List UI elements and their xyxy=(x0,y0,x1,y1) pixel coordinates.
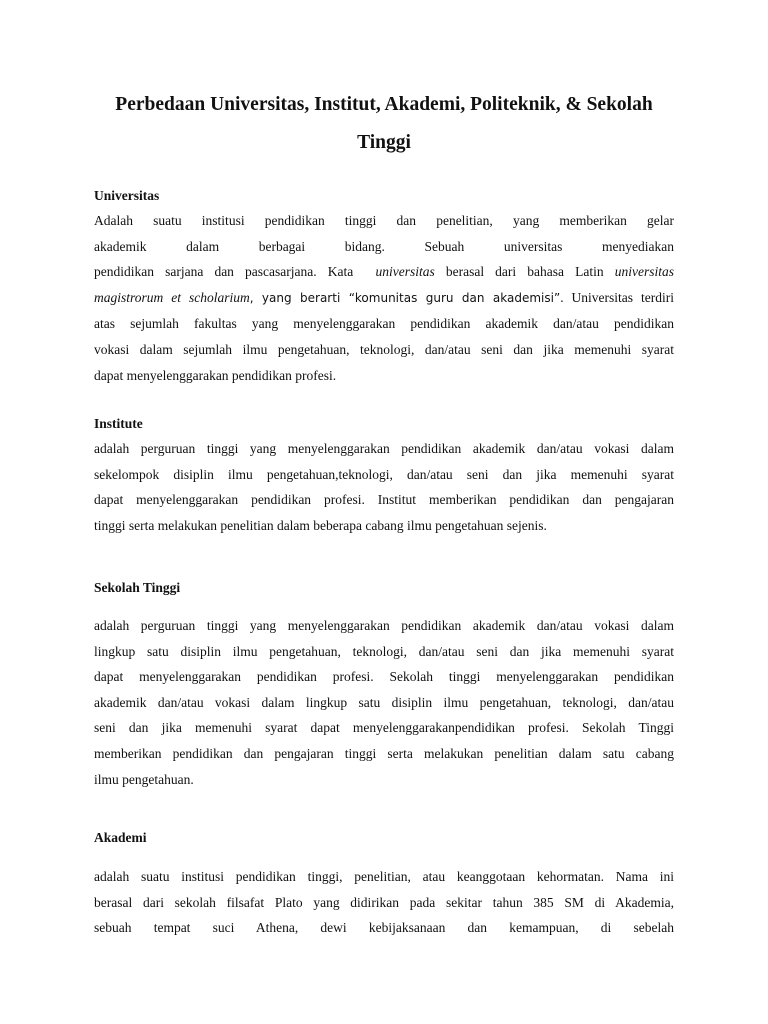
text-line: dapat menyelenggarakan pendidikan profesi. Institut memberikan pendidikan dan pengajaran xyxy=(94,492,674,508)
text-run-italic: magistrorum et scholarium xyxy=(94,289,250,305)
text-run: . Universitas terdiri xyxy=(560,289,674,305)
paragraph-institute xyxy=(94,436,674,538)
text-run: pendidikan sarjana dan pascasarjana. Kata xyxy=(94,264,354,280)
text-line: seni dan jika memenuhi syarat dapat menyelenggarakanpendidikan profesi. Sekolah Tinggi xyxy=(94,720,674,736)
text-line: tinggi serta melakukan penelitian dalam beberapa cabang ilmu pengetahuan sejenis. xyxy=(94,517,547,533)
text-line: adalah perguruan tinggi yang menyelenggarakan pendidikan akademik dan/atau vokasi dalam xyxy=(94,618,674,633)
section-heading-sekolah-tinggi: Sekolah Tinggi xyxy=(94,580,181,595)
text-run-sans: , yang berarti “komunitas guru dan akademisi” xyxy=(249,290,561,305)
text-line: ilmu pengetahuan. xyxy=(94,771,194,787)
text-run-italic: universitas xyxy=(614,264,675,280)
section-heading-institute: Institute xyxy=(94,416,143,431)
text-line: sekelompok disiplin ilmu pengetahuan,teknologi, dan/atau seni dan jika memenuhi syarat xyxy=(94,466,674,482)
text-line: vokasi dalam sejumlah ilmu pengetahuan, teknologi, dan/atau seni dan jika memenuhi syarat xyxy=(94,341,674,357)
text-line: adalah perguruan tinggi yang menyelenggarakan pendidikan akademik dan/atau vokasi dalam xyxy=(94,441,674,456)
text-line xyxy=(94,259,674,285)
text-line: sebuah tempat suci Athena, dewi kebijaksanaan dan kemampuan, di sebelah xyxy=(94,920,674,936)
text-line: atas sejumlah fakultas yang menyelenggarakan pendidikan akademik dan/atau pendidikan xyxy=(94,316,674,332)
text-line: akademik dan/atau vokasi dalam lingkup satu disiplin ilmu pengetahuan, teknologi, dan/atau xyxy=(94,694,674,710)
text-line: dapat menyelenggarakan pendidikan profesi. Sekolah tinggi menyelenggarakan pendidikan xyxy=(94,669,674,685)
paragraph-akademi xyxy=(94,864,674,941)
text-line: berasal dari sekolah filsafat Plato yang didirikan pada sekitar tahun 385 SM di Akademia, xyxy=(94,894,674,910)
paragraph-universitas xyxy=(94,208,674,388)
section-heading-universitas: Universitas xyxy=(94,188,160,203)
section-heading-akademi: Akademi xyxy=(94,830,147,845)
paragraph-sekolah-tinggi xyxy=(94,613,674,792)
text-line xyxy=(94,285,674,312)
text-line: memberikan pendidikan dan pengajaran tinggi serta melakukan penelitian dalam satu cabang xyxy=(94,745,674,761)
document-title: Perbedaan Universitas, Institut, Akademi, Politeknik, & Sekolah Tinggi xyxy=(115,94,653,153)
text-line: Adalah suatu institusi pendidikan tinggi dan penelitian, yang memberikan gelar xyxy=(94,213,674,228)
text-line: adalah suatu institusi pendidikan tinggi, penelitian, atau keanggotaan kehormatan. Nama ini xyxy=(94,869,674,884)
text-line: lingkup satu disiplin ilmu pengetahuan, teknologi, dan/atau seni dan jika memenuhi syarat xyxy=(94,643,674,659)
text-run-italic: universitas xyxy=(375,264,435,280)
text-line: akademik dalam berbagai bidang. Sebuah universitas menyediakan xyxy=(94,238,674,254)
text-line: dapat menyelenggarakan pendidikan profesi. xyxy=(94,367,337,383)
text-run: berasal dari bahasa Latin xyxy=(445,264,604,280)
